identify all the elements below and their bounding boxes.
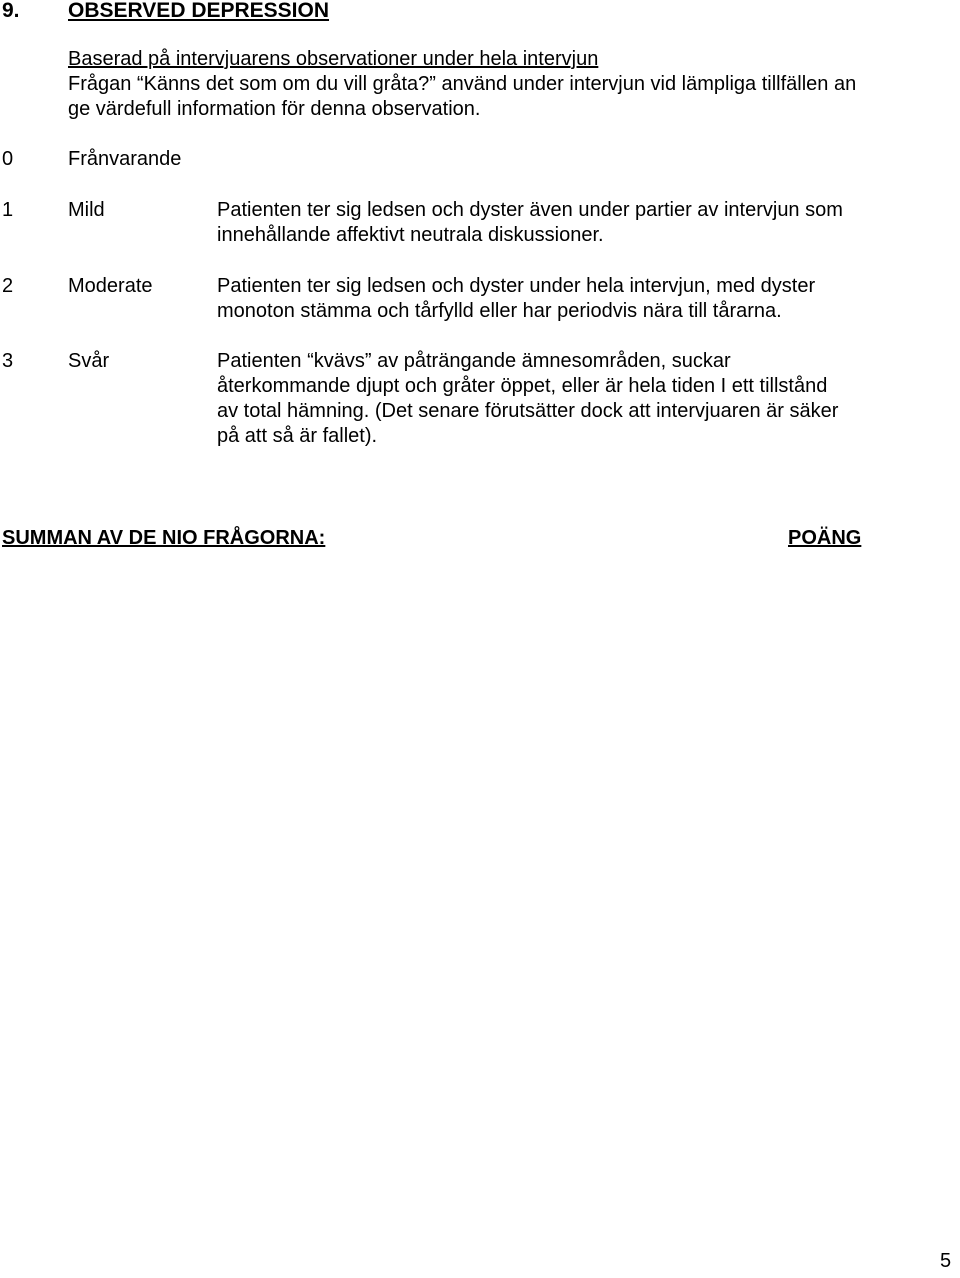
score-number: 1 <box>2 199 14 221</box>
score-label: Svår <box>68 350 110 372</box>
section-number: 9. <box>2 0 20 22</box>
score-description-line: Patienten ter sig ledsen och dyster under hela intervjun, med dyster <box>217 275 816 297</box>
score-number: 3 <box>2 350 14 372</box>
intro-text <box>68 47 856 122</box>
section-title: OBSERVED DEPRESSION <box>68 0 330 22</box>
intro-line-3: ge värdefull information för denna observation. <box>68 98 481 120</box>
score-description <box>217 198 843 248</box>
score-number: 0 <box>2 148 14 170</box>
score-description-line: återkommande djupt och gråter öppet, eller är hela tiden I ett tillstånd <box>217 375 828 397</box>
summary-points-label: POÄNG <box>788 527 862 549</box>
score-label: Moderate <box>68 275 153 297</box>
summary-label: SUMMAN AV DE NIO FRÅGORNA: <box>2 527 326 549</box>
score-description-line: monoton stämma och tårfylld eller har periodvis nära till tårarna. <box>217 300 782 322</box>
score-description <box>217 274 815 324</box>
score-description-line: på att så är fallet). <box>217 425 378 447</box>
score-label: Frånvarande <box>68 148 182 170</box>
score-description-line: av total hämning. (Det senare förutsätter dock att intervjuaren är säker <box>217 400 839 422</box>
intro-line-1: Baserad på intervjuarens observationer under hela intervjun <box>68 48 599 70</box>
intro-line-2: Frågan “Känns det som om du vill gråta?” använd under intervjun vid lämpliga tillfällen an <box>68 73 857 95</box>
page-number: 5 <box>940 1250 952 1272</box>
score-description-line: Patienten ter sig ledsen och dyster även under partier av intervjun som <box>217 199 843 221</box>
score-number: 2 <box>2 275 14 297</box>
score-label: Mild <box>68 199 105 221</box>
score-description-line: innehållande affektivt neutrala diskussioner. <box>217 224 604 246</box>
score-description-line: Patienten “kvävs” av påträngande ämnesområden, suckar <box>217 350 731 372</box>
score-description <box>217 349 838 449</box>
